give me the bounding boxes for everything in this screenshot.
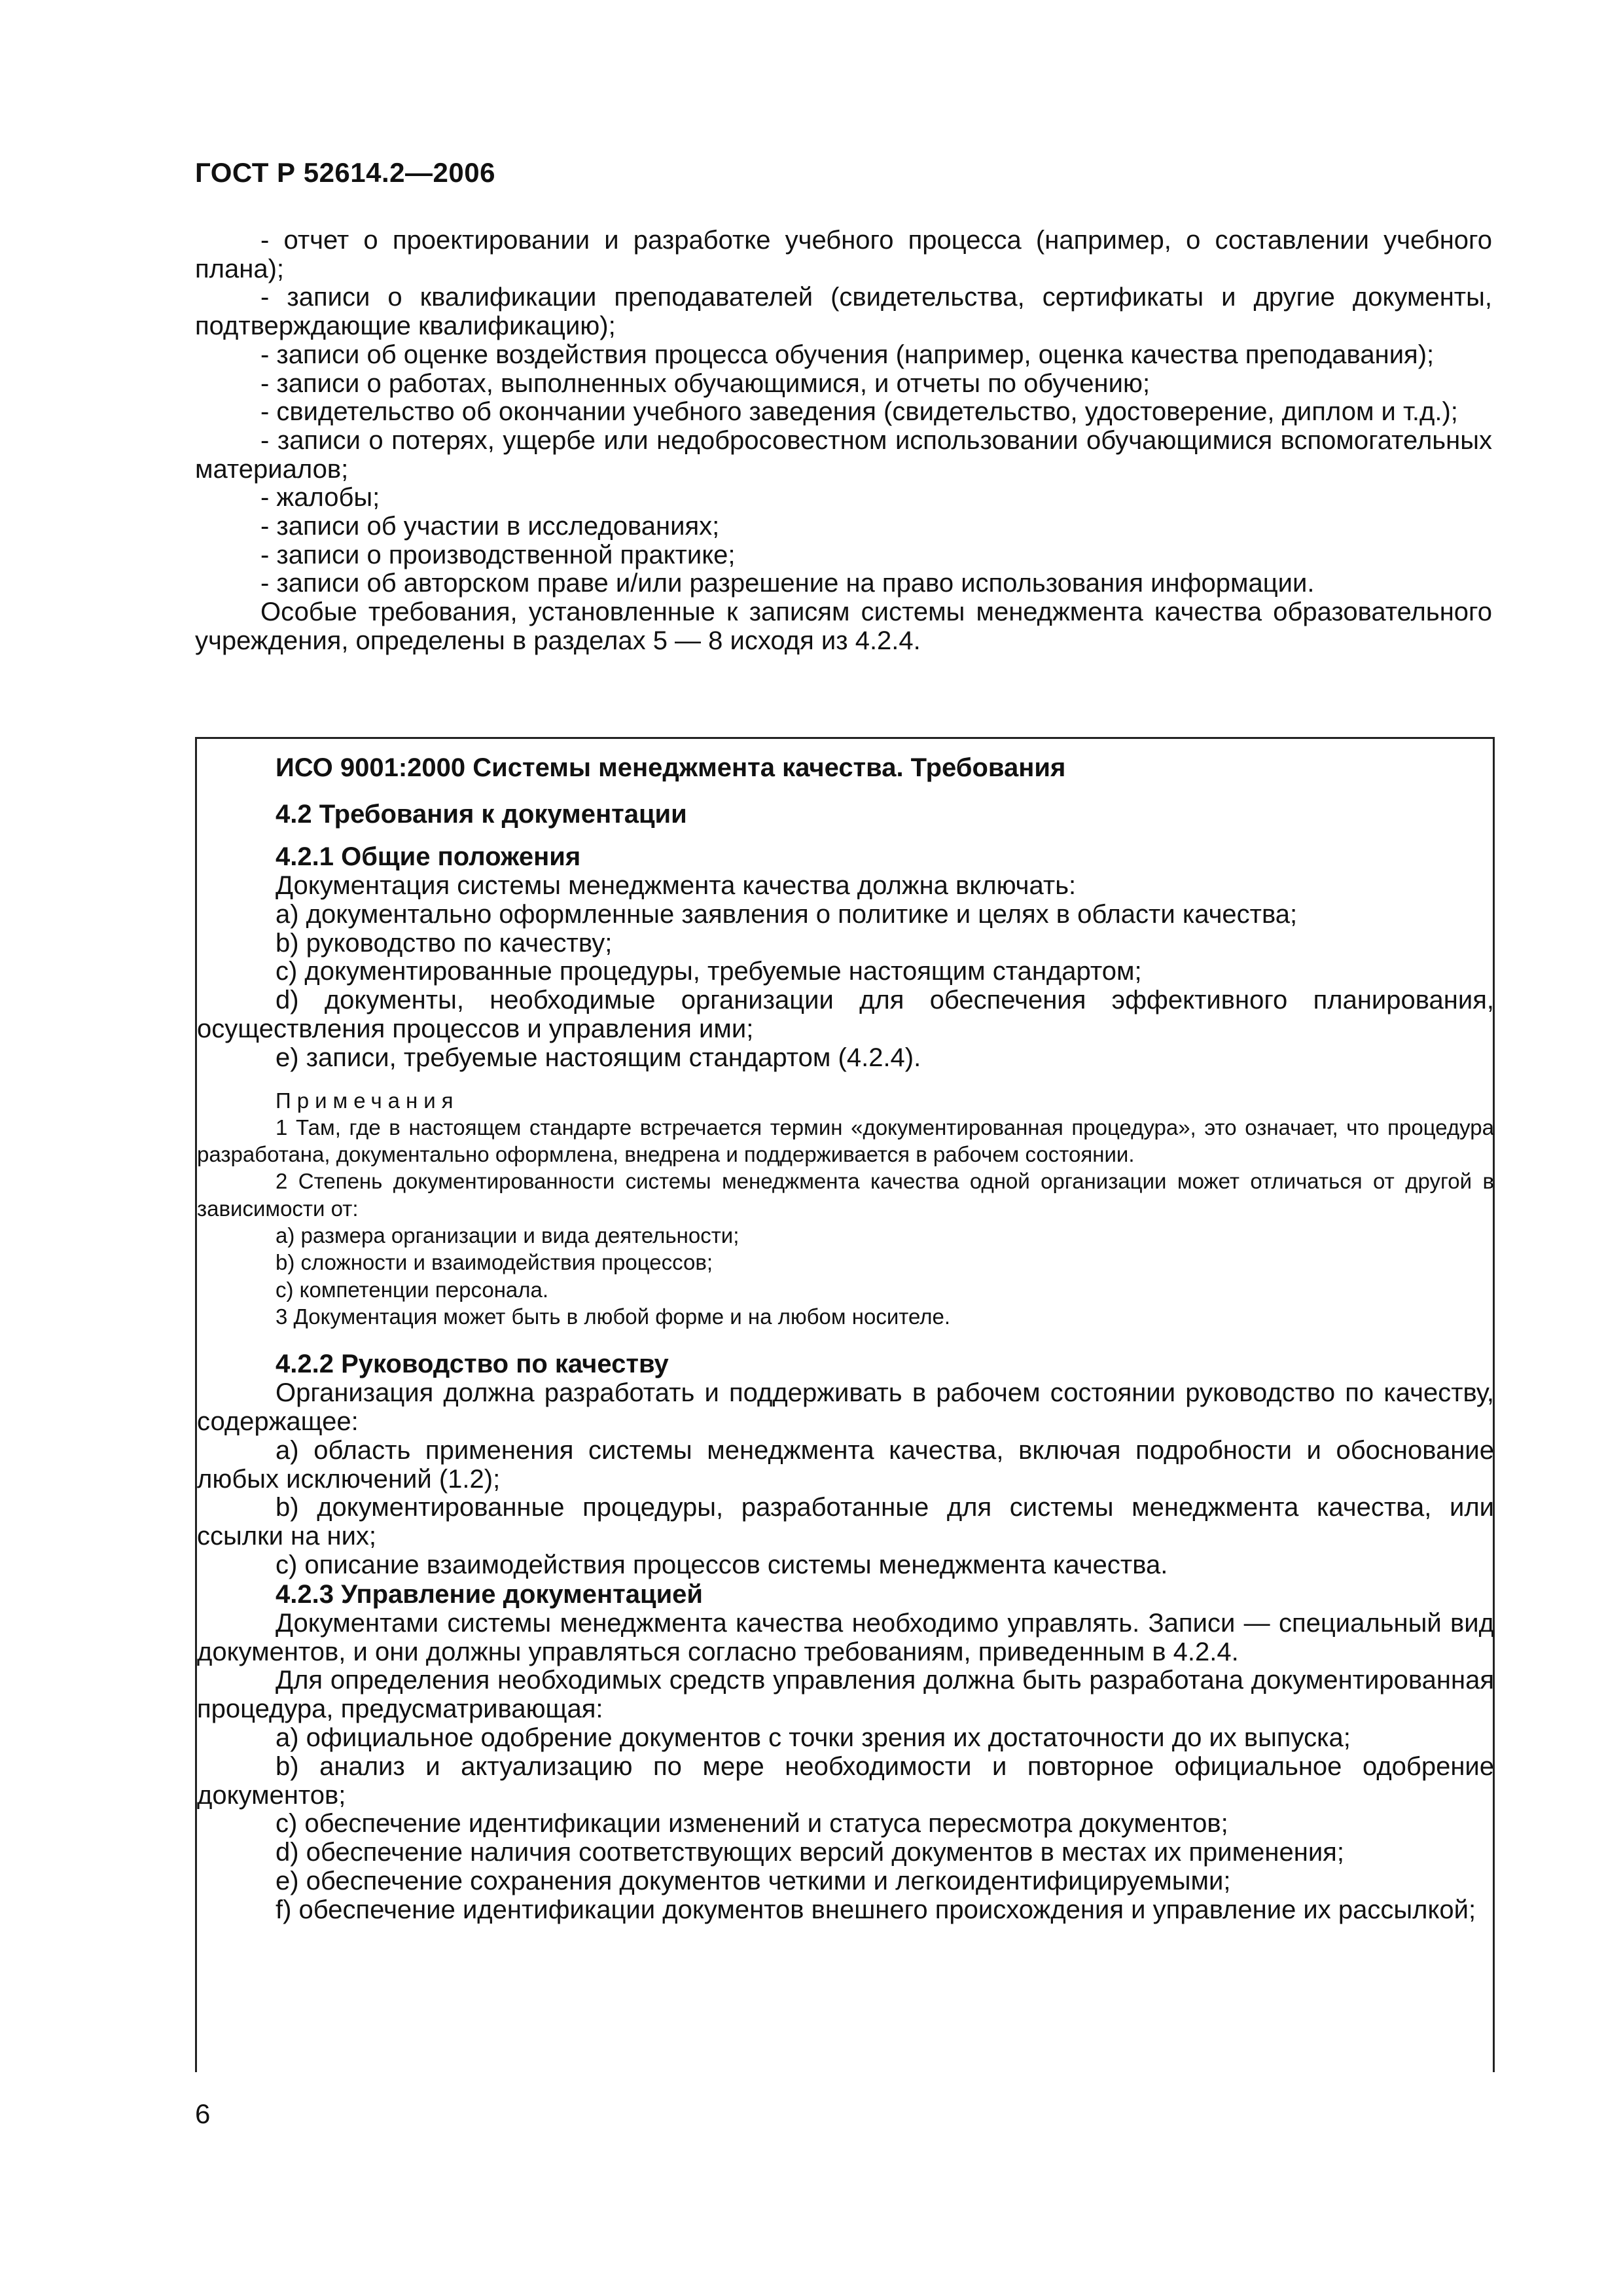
paragraph: Организация должна разработать и поддерживать в рабочем состоянии руководство по качеству, содержащее:	[197, 1378, 1494, 1437]
list-item: d) документы, необходимые организации для обеспечения эффективного планирования, осуществления процессов и управления ими;	[197, 986, 1494, 1043]
intro-summary: Особые требования, установленные к записям системы менеджмента качества образовательного учреждения, определены в разделах 5 — 8 исходя из 4.2.4.	[195, 598, 1492, 655]
list-item: f) обеспечение идентификации документов внешнего происхождения и управление их рассылкой;	[276, 1895, 1476, 1924]
section-4-2-3-heading: 4.2.3 Управление документацией	[276, 1579, 703, 1609]
list-item: - записи об участии в исследованиях;	[260, 512, 720, 541]
notes-block	[197, 1087, 1494, 1331]
list-item: c) документированные процедуры, требуемые настоящим стандартом;	[276, 957, 1142, 986]
list-item: b) анализ и актуализацию по мере необходимости и повторное официальное одобрение документов;	[197, 1751, 1494, 1810]
notes-title: Примечания	[276, 1088, 459, 1113]
list-item: - записи о квалификации преподавателей (свидетельства, сертификаты и другие документы, подтверждающие квалификацию);	[195, 283, 1492, 341]
list-item: b) руководство по качеству;	[276, 928, 613, 958]
section-4-2-3-body	[197, 1609, 1494, 1925]
list-item: - записи об авторском праве и/или разрешение на право использования информации.	[260, 569, 1315, 598]
list-item: c) обеспечение идентификации изменений и статуса пересмотра документов;	[276, 1809, 1228, 1839]
iso-quote-box	[195, 737, 1495, 2072]
section-4-2-1-heading: 4.2.1 Общие положения	[276, 842, 581, 871]
list-item: e) записи, требуемые настоящим стандартом (4.2.4).	[276, 1043, 921, 1072]
list-item: c) описание взаимодействия процессов системы менеджмента качества.	[276, 1551, 1168, 1580]
note-item: b) сложности и взаимодействия процессов;	[276, 1250, 713, 1275]
list-item: d) обеспечение наличия соответствующих версий документов в местах их применения;	[276, 1838, 1344, 1867]
paragraph: Документация системы менеджмента качества должна включать:	[276, 871, 1077, 900]
section-4-2-heading: 4.2 Требования к документации	[276, 800, 687, 829]
list-item: - записи об оценке воздействия процесса обучения (например, оценка качества преподавания);	[260, 340, 1435, 369]
list-item: - жалобы;	[260, 483, 380, 512]
paragraph: Документами системы менеджмента качества необходимо управлять. Записи — специальный вид документов, и они должны управляться согласно требованиям, приведенным в 4.2.4.	[197, 1608, 1494, 1666]
list-item: - записи о потерях, ущербе или недобросовестном использовании обучающимися вспомогательных материалов;	[195, 425, 1492, 484]
list-item: - свидетельство об окончании учебного заведения (свидетельство, удостоверение, диплом и т.д.);	[260, 397, 1458, 427]
document-number: ГОСТ Р 52614.2—2006	[195, 157, 495, 188]
list-item: a) официальное одобрение документов с точки зрения их достаточности до их выпуска;	[276, 1723, 1351, 1753]
page-number: 6	[195, 2098, 211, 2129]
list-item: - отчет о проектировании и разработке учебного процесса (например, о составлении учебного плана);	[195, 226, 1492, 283]
list-item: - записи о производственной практике;	[260, 540, 736, 569]
list-item: b) документированные процедуры, разработанные для системы менеджмента качества, или ссылки на них;	[197, 1493, 1494, 1551]
list-item: - записи о работах, выполненных обучающимися, и отчеты по обучению;	[260, 368, 1150, 398]
intro-list	[195, 226, 1492, 656]
note-item: 1 Там, где в настоящем стандарте встречается термин «документированная процедура», это означает, что процедура разработана, документально оформлена, внедрена и поддерживается в рабочем состоянии.	[197, 1115, 1494, 1167]
note-item: 3 Документация может быть в любой форме и на любом носителе.	[276, 1304, 951, 1329]
box-title: ИСО 9001:2000 Системы менеджмента качества. Требования	[276, 753, 1066, 782]
paragraph: Для определения необходимых средств управления должна быть разработана документированная процедура, предусматривающая:	[197, 1666, 1494, 1724]
note-item: c) компетенции персонала.	[276, 1277, 549, 1302]
list-item: e) обеспечение сохранения документов четкими и легкоидентифицируемыми;	[276, 1867, 1231, 1895]
note-item: 2 Степень документированности системы менеджмента качества одной организации может отличаться от другой в зависимости от:	[197, 1169, 1494, 1221]
list-item: a) документально оформленные заявления о политике и целях в области качества;	[276, 899, 1298, 929]
note-item: a) размера организации и вида деятельности;	[276, 1223, 740, 1248]
section-4-2-1-body	[197, 872, 1494, 1073]
list-item: a) область применения системы менеджмента качества, включая подробности и обоснование любых исключений (1.2);	[197, 1435, 1494, 1494]
section-4-2-2-body	[197, 1379, 1494, 1580]
section-4-2-2-heading: 4.2.2 Руководство по качеству	[276, 1350, 669, 1379]
